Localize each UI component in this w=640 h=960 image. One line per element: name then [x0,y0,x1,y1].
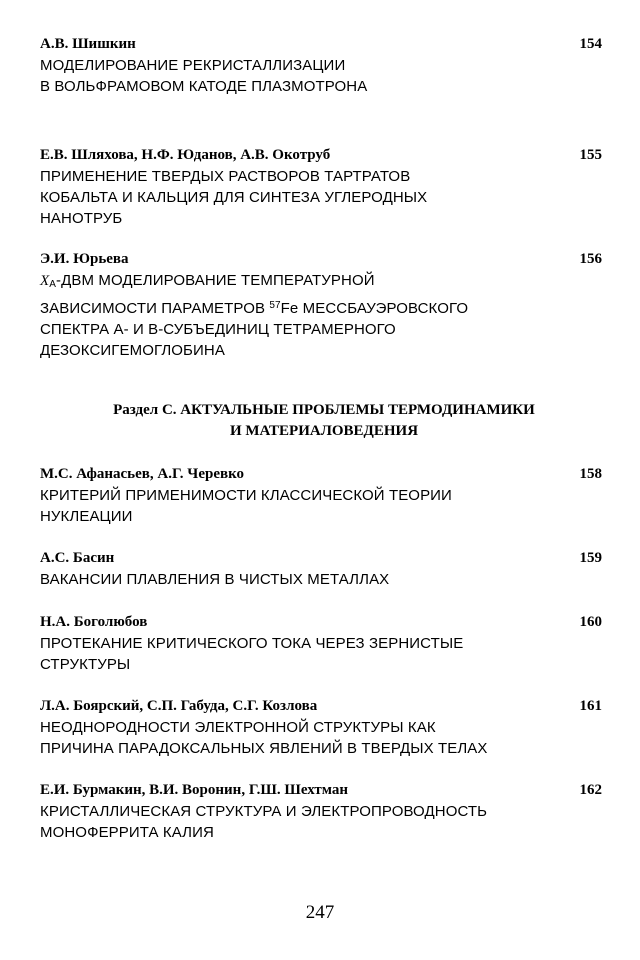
toc-entry [40,34,608,97]
toc-entry [40,780,608,843]
isotope-superscript: 57 [269,300,281,311]
section-heading [40,400,608,442]
entry-title-line: В ВОЛЬФРАМОВОМ КАТОДЕ ПЛАЗМОТРОНА [40,78,368,95]
entry-title-line: НЕОДНОРОДНОСТИ ЭЛЕКТРОННОЙ СТРУКТУРЫ КАК [40,719,436,736]
entry-title-line: ЗАВИСИМОСТИ ПАРАМЕТРОВ $^{57}$Fe МЕССБАУЭРОВСКОГО [40,300,469,317]
entry-title-line: НУКЛЕАЦИИ [40,508,133,525]
entry-title-line: $X_A$-ДВМ МОДЕЛИРОВАНИЕ ТЕМПЕРАТУРНОЙ [40,272,375,290]
entry-authors: Е.И. Бурмакин, В.И. Воронин, Г.Ш. Шехтман [40,782,348,798]
entry-page-number: 158 [579,466,602,482]
entry-authors: А.В. Шишкин [40,36,136,52]
entry-authors: Э.И. Юрьева [40,251,129,267]
toc-entry [40,145,608,229]
section-heading-line: Раздел С. АКТУАЛЬНЫЕ ПРОБЛЕМЫ ТЕРМОДИНАМИКИ [113,402,535,418]
entry-title-line: НАНОТРУБ [40,210,123,227]
entry-authors: Л.А. Боярский, С.П. Габуда, С.Г. Козлова [40,698,318,714]
entry-title-line: ПРИЧИНА ПАРАДОКСАЛЬНЫХ ЯВЛЕНИЙ В ТВЕРДЫХ ТЕЛАХ [40,740,488,757]
entry-title-line: МОДЕЛИРОВАНИЕ РЕКРИСТАЛЛИЗАЦИИ [40,57,346,74]
math-symbol: X [40,273,50,289]
entry-page-number: 155 [579,147,602,163]
entry-authors: Н.А. Боголюбов [40,614,148,630]
entry-page-number: 156 [579,251,602,267]
section-heading-line: И МАТЕРИАЛОВЕДЕНИЯ [229,423,419,439]
toc-entry [40,696,608,759]
entry-title-line: ДЕЗОКСИГЕМОГЛОБИНА [40,342,225,359]
entry-page-number: 154 [579,36,602,52]
entry-title-line: МОНОФЕРРИТА КАЛИЯ [40,824,214,841]
entry-page-number: 161 [579,698,602,714]
toc-entry [40,464,608,527]
entry-title-line: ПРОТЕКАНИЕ КРИТИЧЕСКОГО ТОКА ЧЕРЕЗ ЗЕРНИСТЫЕ [40,635,464,652]
entry-title-line: КОБАЛЬТА И КАЛЬЦИЯ ДЛЯ СИНТЕЗА УГЛЕРОДНЫХ [40,189,428,206]
entry-title-line: СТРУКТУРЫ [40,656,131,673]
entry-title-line: ПРИМЕНЕНИЕ ТВЕРДЫХ РАСТВОРОВ ТАРТРАТОВ [40,168,411,185]
math-subscript: A [49,279,57,290]
entry-title-line: ВАКАНСИИ ПЛАВЛЕНИЯ В ЧИСТЫХ МЕТАЛЛАХ [40,571,390,588]
entry-authors: Е.В. Шляхова, Н.Ф. Юданов, А.В. Окотруб [40,147,331,163]
entry-authors: М.С. Афанасьев, А.Г. Черевко [40,466,245,482]
entry-page-number: 160 [579,614,602,630]
entry-title-line: КРИТЕРИЙ ПРИМЕНИМОСТИ КЛАССИЧЕСКОЙ ТЕОРИИ [40,487,452,504]
footer-page-number: 247 [305,902,335,923]
entry-page-number: 162 [579,782,602,798]
entry-authors: А.С. Басин [40,550,115,566]
entry-page-number: 159 [579,550,602,566]
toc-entry [40,612,608,675]
toc-entry [40,249,608,361]
entry-title-line: КРИСТАЛЛИЧЕСКАЯ СТРУКТУРА И ЭЛЕКТРОПРОВОДНОСТЬ [40,803,488,820]
toc-entry [40,548,608,590]
entry-title-line: СПЕКТРА А- И В-СУБЪЕДИНИЦ ТЕТРАМЕРНОГО [40,321,396,338]
